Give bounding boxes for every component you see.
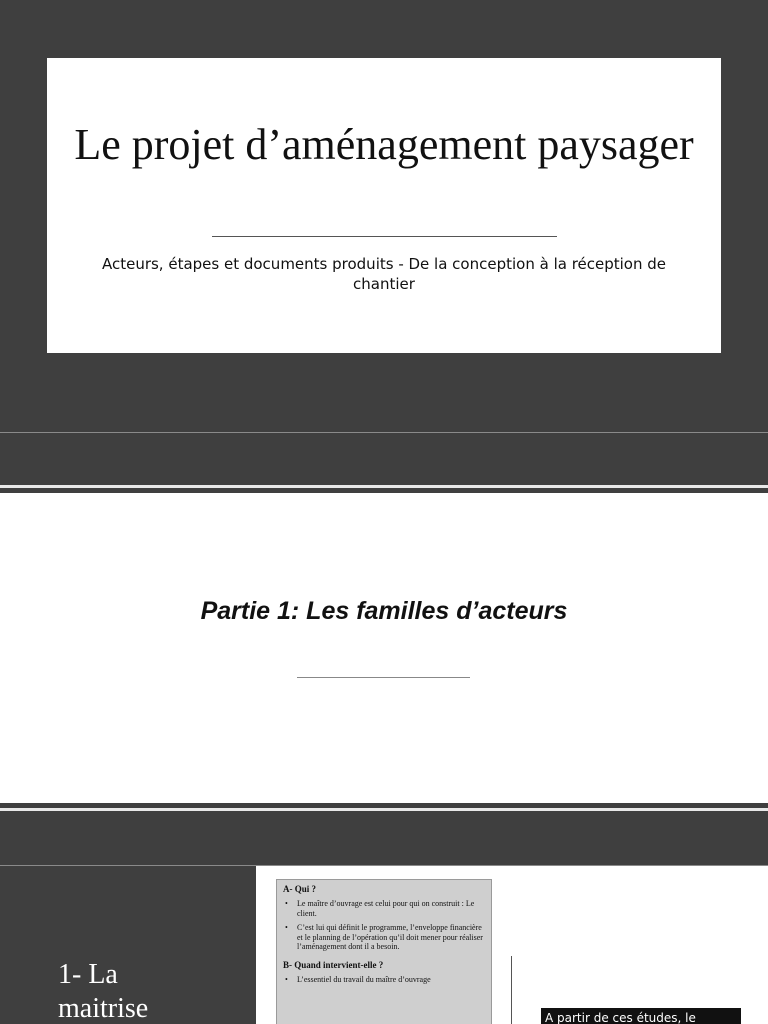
list-item: • L’essentiel du travail du maître d’ouvrage — [283, 975, 485, 985]
content-slide — [0, 866, 768, 1024]
caption-box: A partir de ces études, le — [541, 1008, 741, 1024]
list-item: • Le maître d’ouvrage est celui pour qui on construit : Le client. — [283, 899, 485, 918]
side-panel — [0, 866, 256, 1024]
slide-gap — [0, 433, 768, 485]
list-item: • C’est lui qui définit le programme, l’enveloppe financière et le planning de l’opération qu’il doit mener pour réaliser l’aménagement dont il a besoin. — [283, 923, 485, 952]
section-divider — [297, 677, 470, 678]
section-b-list — [283, 975, 485, 985]
section-slide — [0, 493, 768, 803]
section-title: Partie 1: Les familles d’acteurs — [200, 597, 568, 625]
title-slide — [0, 0, 768, 432]
info-box — [276, 879, 492, 1024]
side-title — [58, 958, 148, 1024]
title-box — [47, 58, 721, 353]
section-b-heading: B- Quand intervient-elle ? — [283, 959, 384, 970]
section-a-heading: A- Qui ? — [283, 884, 317, 894]
side-title-line: maitrise — [58, 993, 149, 1024]
slide-title: Le projet d’aménagement paysager — [74, 120, 694, 169]
vertical-divider — [511, 956, 512, 1024]
side-title-line: 1- La — [58, 959, 118, 990]
title-divider — [212, 236, 557, 237]
slide-gap — [0, 811, 768, 865]
section-a-list — [283, 899, 485, 952]
slide-subtitle: Acteurs, étapes et documents produits - De la conception à la réception de chantier — [101, 255, 667, 293]
